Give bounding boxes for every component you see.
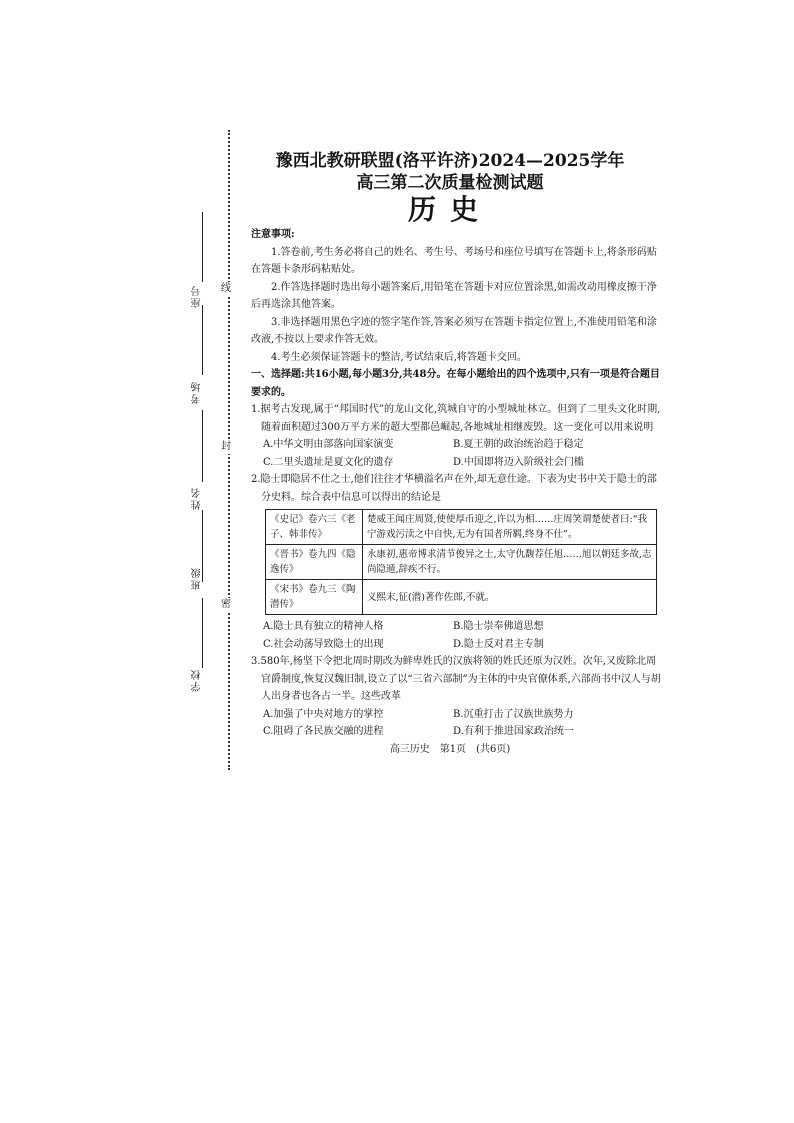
question-2-stem: 2.隐士即隐居不仕之士,他们往往才华横溢名声在外,却无意仕途。下表为史书中关于隐士的部分史料。综合表中信息可以得出的结论是 (251, 474, 657, 503)
exam-title-line1: 豫西北教研联盟(洛平许济)2024—2025学年 (275, 151, 625, 171)
subject-title: 历史 (407, 193, 492, 226)
table-cell-excerpt: 义熙末,征(潜)著作佐郎,不就。 (363, 580, 657, 615)
question-1-options (251, 436, 663, 471)
table-cell-source: 《史记》卷六三《老子、韩非传》 (266, 510, 363, 545)
class-label: 班级 (192, 566, 203, 590)
q3-option-d: D.有利于推进国家政治统一 (453, 726, 574, 737)
question-1-stem: 1.据考古发现,属于“邦国时代”的龙山文化,筑城自守的小型城址林立。但到了二里头文化时期,随着面积超过300万平方米的超大型都邑崛起,各地城址相继废毁。这一变化可以用来说明 (251, 404, 661, 433)
notice-item-1: 1.答卷前,考生务必将自己的姓名、考生号、考场号和座位号填写在答题卡上,将条形码贴在答题卡条形码粘贴处。 (251, 246, 657, 275)
exam-room-blank (202, 305, 203, 375)
q3-option-b: B.沉重打击了汉族世族势力 (453, 708, 574, 720)
school-blank (202, 598, 203, 668)
seat-number-blank (202, 212, 203, 282)
q2-option-c: C.社会动荡导致隐士的出现 (263, 638, 384, 650)
q1-option-d: D.中国即将迈入阶级社会门槛 (453, 456, 584, 468)
q1-option-c: C.二里头遗址是夏文化的遗存 (263, 456, 394, 468)
section-heading: 一、选择题:共16小题,每小题3分,共48分。在每小题给出的四个选项中,只有一项是符合题目要求的。 (251, 369, 660, 398)
notice-item-4: 4.考生必须保证答题卡的整洁,考试结束后,将答题卡交回。 (271, 351, 527, 363)
notice-item-2: 2.作答选择题时选出每小题答案后,用铅笔在答题卡对应位置涂黑,如需改动用橡皮擦干净后再选涂其他答案。 (251, 281, 657, 310)
q3-option-c: C.阻碍了各民族交融的进程 (263, 726, 384, 737)
table-cell-source: 《宋书》卷九三《陶潜传》 (266, 580, 363, 615)
question-3-stem: 3.580年,杨坚下令把北周时期改为鲜卑姓氏的汉族将领的姓氏还原为汉姓。次年,又废除北周官爵制度,恢复汉魏旧制,设立了以“三省六部制”为主体的中央官僚体系,六部尚书中汉人与胡人出身者也各占一半。这些改革 (251, 656, 661, 702)
notice-item-3: 3.非选择题用黑色字迹的签字笔作答,答案必须写在答题卡指定位置上,不准使用铅笔和涂改液,不按以上要求作答无效。 (251, 316, 657, 345)
student-name-label: 姓名 (192, 486, 203, 510)
table-row (266, 580, 657, 615)
table-cell-excerpt: 永康初,惠帝博求清节俊异之士,太守仇馥荐任旭……旭以朝廷多故,志尚隐遁,辞疾不行。 (363, 545, 657, 580)
table-row (266, 510, 657, 545)
q2-option-d: D.隐士反对君主专制 (453, 638, 544, 650)
question-3-options (251, 706, 663, 741)
page-footer: 高三历史 第1页 (共6页) (389, 744, 511, 755)
exam-title-line2: 高三第二次质量检测试题 (356, 173, 544, 193)
historical-sources-table (265, 509, 657, 615)
seal-char-line: 线 (221, 283, 231, 294)
school-label: 学校 (192, 668, 203, 692)
q2-option-a: A.隐士具有独立的精神人格 (263, 621, 384, 632)
seat-number-label: 座号 (192, 284, 203, 308)
seal-char-seal: 封 (221, 441, 231, 452)
student-name-blank (202, 410, 203, 482)
exam-content (251, 226, 663, 741)
question-2-options (251, 618, 663, 653)
exam-room-label: 考场 (192, 380, 203, 404)
table-cell-excerpt: 楚威王闻庄周贤,使使厚币迎之,许以为相……庄周笑谓楚使者曰:“我宁游戏污渎之中自快,无为有国者所羁,终身不仕”。 (363, 510, 657, 545)
seal-char-secret: 密 (221, 599, 231, 610)
q3-option-a: A.加强了中央对地方的掌控 (263, 708, 384, 720)
q1-option-b: B.夏王朝的政治统治趋于稳定 (453, 439, 584, 450)
notice-title: 注意事项: (251, 229, 295, 240)
table-cell-source: 《晋书》卷九四《隐逸传》 (266, 545, 363, 580)
q2-option-b: B.隐士崇奉佛道思想 (453, 621, 544, 632)
q1-option-a: A.中华文明由部落向国家演变 (263, 439, 394, 450)
table-row (266, 545, 657, 580)
